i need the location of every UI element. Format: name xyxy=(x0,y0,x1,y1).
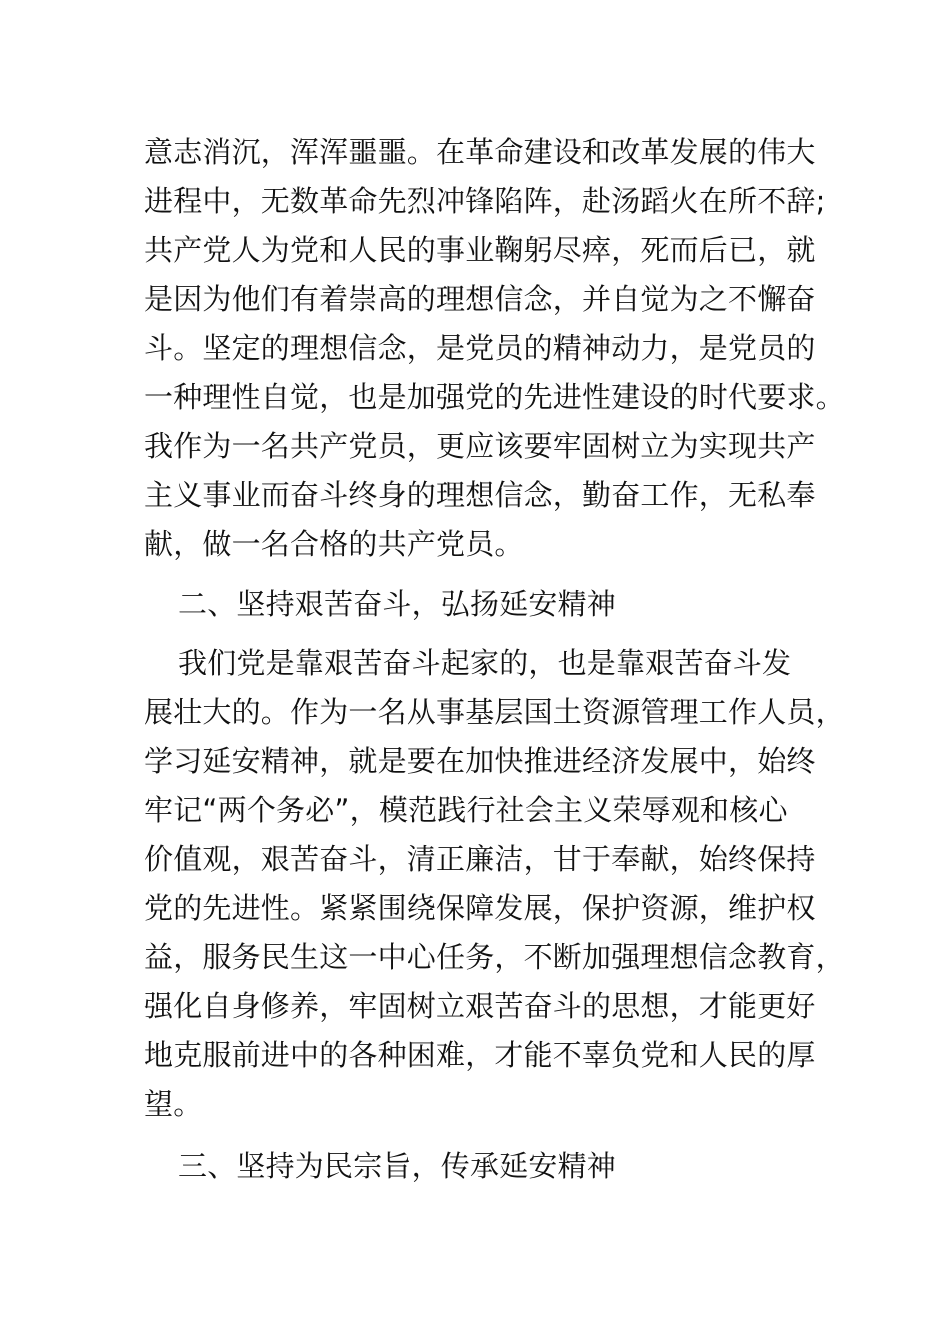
text-line: 斗。坚定的理想信念，是党员的精神动力，是党员的 xyxy=(144,331,816,365)
text-line: 是因为他们有着崇高的理想信念，并自觉为之不懈奋 xyxy=(144,282,816,316)
text-line: 意志消沉，浑浑噩噩。在革命建设和改革发展的伟大 xyxy=(144,135,816,169)
text-line: 价值观，艰苦奋斗，清正廉洁，甘于奉献，始终保持 xyxy=(144,842,816,876)
text-line: 展壮大的。作为一名从事基层国土资源管理工作人员， xyxy=(144,695,845,729)
text-line: 益，服务民生这一中心任务，不断加强理想信念教育， xyxy=(144,940,845,974)
text-line: 学习延安精神，就是要在加快推进经济发展中，始终 xyxy=(144,744,816,778)
text-line: 进程中，无数革命先烈冲锋陷阵，赴汤蹈火在所不辞; xyxy=(144,184,826,218)
text-line: 望。 xyxy=(144,1087,203,1121)
section-heading: 二、坚持艰苦奋斗，弘扬延安精神 xyxy=(178,587,617,621)
text-line: 一种理性自觉，也是加强党的先进性建设的时代要求。 xyxy=(144,380,845,414)
text-line: 强化自身修养，牢固树立艰苦奋斗的思想，才能更好 xyxy=(144,989,816,1023)
text-line: 主义事业而奋斗终身的理想信念，勤奋工作，无私奉 xyxy=(144,478,816,512)
text-line: 共产党人为党和人民的事业鞠躬尽瘁，死而后已，就 xyxy=(144,233,816,267)
text-line: 地克服前进中的各种困难，才能不辜负党和人民的厚 xyxy=(144,1038,816,1072)
text-line: 党的先进性。紧紧围绕保障发展，保护资源，维护权 xyxy=(144,891,816,925)
text-line: 我们党是靠艰苦奋斗起家的，也是靠艰苦奋斗发 xyxy=(178,646,792,680)
text-line: 献，做一名合格的共产党员。 xyxy=(144,527,524,561)
text-line: 牢记“两个务必”，模范践行社会主义荣辱观和核心 xyxy=(144,793,788,827)
section-heading: 三、坚持为民宗旨，传承延安精神 xyxy=(178,1149,617,1183)
text-line: 我作为一名共产党员，更应该要牢固树立为实现共产 xyxy=(144,429,816,463)
